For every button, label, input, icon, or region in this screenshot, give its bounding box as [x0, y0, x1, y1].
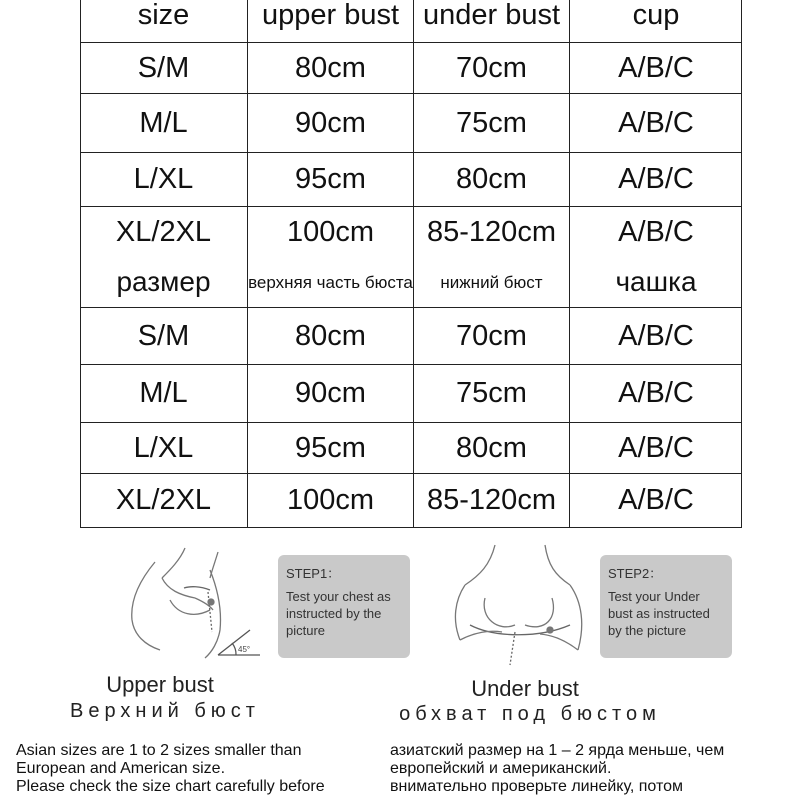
- header-under-bust-ru: нижний бюст: [413, 257, 569, 307]
- header-razmer: размер: [116, 266, 211, 297]
- header-upper-bust: upper bust: [247, 0, 413, 42]
- table-row: XL/2XL 100cm 85-120cm A/B/C: [81, 207, 741, 257]
- note-ru-line: европейский и американский.: [390, 760, 612, 777]
- under-bust-caption: Under bust: [471, 676, 579, 701]
- table-row: S/M 80cm 70cm A/B/C: [81, 308, 741, 364]
- header-cup: cup: [569, 0, 742, 42]
- step1-card: [278, 555, 410, 658]
- size-chart-table: [80, 0, 742, 528]
- upper-bust-caption: Upper bust: [106, 672, 214, 697]
- under-bust-illustration: [440, 540, 600, 670]
- note-en: [16, 742, 386, 796]
- table-row: L/XL 95cm 80cm A/B/C: [81, 153, 741, 206]
- table-header-en: [81, 0, 741, 42]
- under-bust-caption-ru: обхват под бюстом: [399, 703, 661, 725]
- note-en-line: European and American size.: [16, 760, 226, 777]
- header-cup-ru: чашка: [569, 257, 742, 307]
- note-en-line: Please check the size chart carefully before: [16, 778, 325, 795]
- upper-bust-caption-ru: Верхний бюст: [70, 700, 260, 722]
- note-ru-line: азиатский размер на 1 – 2 ярда меньше, чем: [390, 742, 725, 759]
- header-size: size: [137, 0, 190, 31]
- step1-title: STEP1：: [286, 566, 341, 581]
- step2-title: STEP2：: [608, 566, 663, 581]
- table-row: M/L 90cm 75cm A/B/C: [81, 365, 741, 422]
- note-ru: [390, 742, 800, 796]
- step2-card: [600, 555, 732, 658]
- step1-text: Test your chest as instructed by the picture: [286, 589, 391, 638]
- note-ru-line: внимательно проверьте линейку, потом: [390, 778, 684, 795]
- angle-label: 45°: [238, 645, 251, 654]
- table-header-ru: [81, 257, 741, 307]
- table-row: M/L 90cm 75cm A/B/C: [81, 94, 741, 152]
- note-en-line: Asian sizes are 1 to 2 sizes smaller than: [16, 742, 302, 759]
- step2-text: Test your Under bust as instructed by the picture: [608, 589, 710, 638]
- header-under-bust: under bust: [413, 0, 569, 42]
- table-row: XL/2XL 100cm 85-120cm A/B/C: [81, 474, 741, 527]
- table-row: S/M 80cm 70cm A/B/C: [81, 43, 741, 93]
- header-upper-bust-ru: верхняя часть бюста: [247, 257, 413, 307]
- upper-bust-illustration: [100, 540, 270, 665]
- table-row: L/XL 95cm 80cm A/B/C: [81, 423, 741, 473]
